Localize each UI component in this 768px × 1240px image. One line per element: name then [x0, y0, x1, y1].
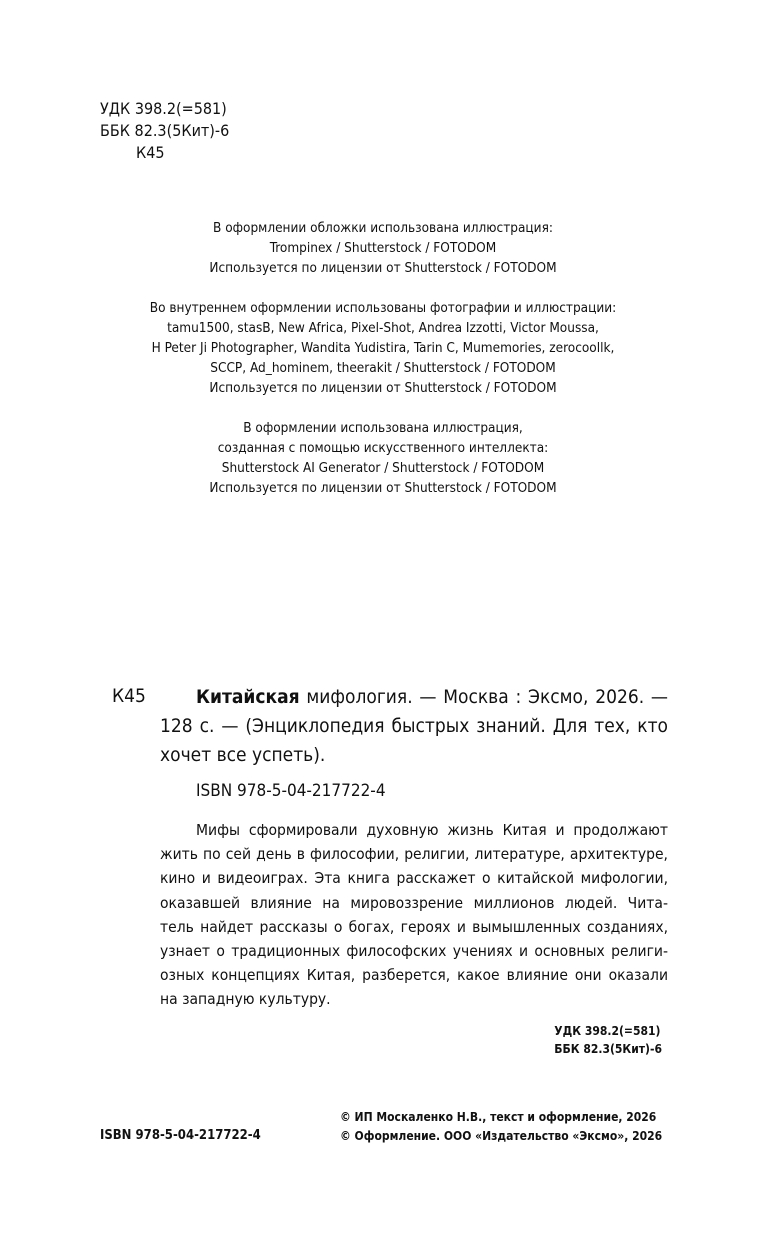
annotation-line: Мифы сформировали духовную жизнь Китая и продолжают: [196, 821, 668, 839]
credit-line: tamu1500, stasB, New Africa, Pixel-Shot, Andrea Izzotti, Victor Moussa,: [167, 320, 599, 336]
credit-line: созданная с помощью искусственного интеллекта:: [217, 440, 549, 456]
cover-credits: [100, 218, 666, 278]
classification-block: [100, 98, 229, 164]
credit-line: Используется по лицензии от Shutterstock / FOTODOM: [209, 480, 557, 496]
book-title-bold: Китайская: [196, 686, 300, 708]
bbk-code-bottom: ББК 82.3(5Кит)-6: [554, 1042, 662, 1056]
credit-line: Используется по лицензии от Shutterstock / FOTODOM: [209, 260, 557, 276]
classification-codes-bottom: [554, 1022, 662, 1058]
entry-author-mark: К45: [112, 685, 146, 707]
annotation-line: кино и видеоиграх. Эта книга расскажет о китайской мифологии,: [160, 869, 668, 888]
ai-illustration-credits: [100, 418, 666, 498]
bbk-code: ББК 82.3(5Кит)-6: [100, 121, 230, 140]
interior-credits: [100, 298, 666, 398]
author-mark: К45: [136, 143, 165, 162]
credit-line: Во внутреннем оформлении использованы фотографии и иллюстрации:: [149, 300, 617, 316]
udk-code: УДК 398.2(=581): [100, 99, 227, 118]
credit-line: Trompinex / Shutterstock / FOTODOM: [269, 240, 497, 256]
bibliographic-rest: мифология. — Москва : Эксмо, 2026. — 128 с. — (Энциклопедия быстрых знаний. Для тех, кто хочет все успеть).: [160, 686, 668, 766]
annotation: [160, 818, 668, 1012]
isbn-bottom: ISBN 978-5-04-217722-4: [100, 1128, 261, 1143]
annotation-line: озных концепциях Китая, разберется, какое влияние они оказали: [160, 966, 668, 985]
credit-line: H Peter Ji Photographer, Wandita Yudistira, Tarin C, Mumemories, zerocoollk,: [151, 340, 615, 356]
bibliographic-description: [160, 683, 668, 770]
udk-code-bottom: УДК 398.2(=581): [554, 1024, 661, 1038]
credit-line: В оформлении использована иллюстрация,: [243, 420, 523, 436]
credit-line: Используется по лицензии от Shutterstock / FOTODOM: [209, 380, 557, 396]
annotation-line: тель найдет рассказы о богах, героях и вымышленных созданиях,: [160, 917, 668, 936]
annotation-line: жить по сей день в философии, религии, литературе, архитектуре,: [160, 845, 668, 864]
annotation-line: оказавшей влияние на мировоззрение миллионов людей. Чита-: [160, 893, 668, 912]
copyright-line: © ИП Москаленко Н.В., текст и оформление, 2026: [340, 1110, 657, 1124]
annotation-line: узнает о традиционных философских учениях и основных религи-: [160, 942, 668, 961]
credit-line: Shutterstock AI Generator / Shutterstock / FOTODOM: [221, 460, 545, 476]
credit-line: В оформлении обложки использована иллюстрация:: [213, 220, 553, 236]
annotation-line: на западную культуру.: [160, 990, 331, 1009]
copyright-line: © Оформление. ООО «Издательство «Эксмо», 2026: [340, 1129, 663, 1143]
copyright-block: [340, 1108, 662, 1146]
credit-line: SCCP, Ad_hominem, theerakit / Shutterstock / FOTODOM: [210, 360, 556, 376]
isbn: ISBN 978-5-04-217722-4: [196, 781, 386, 801]
